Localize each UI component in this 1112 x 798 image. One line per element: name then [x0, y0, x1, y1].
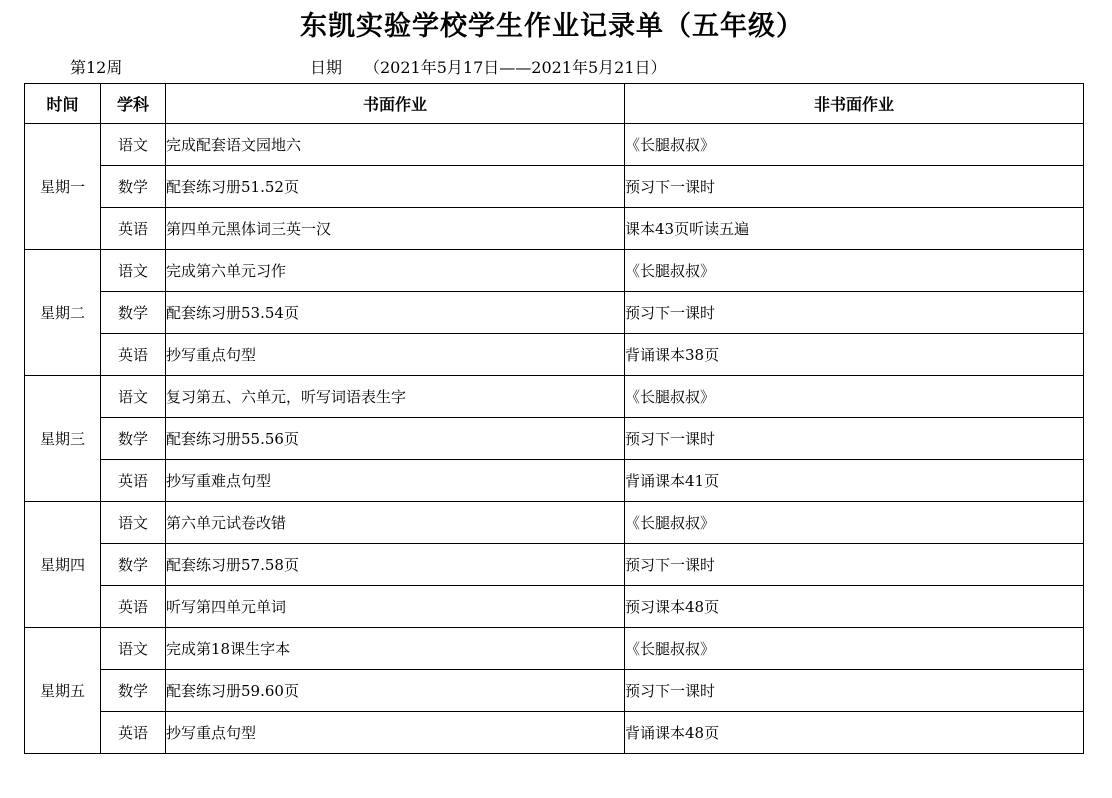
nonwritten-cell: 预习下一课时 [625, 166, 1084, 208]
nonwritten-cell: 预习下一课时 [625, 544, 1084, 586]
table-row [25, 544, 1084, 586]
written-cell: 配套练习册51.52页 [166, 166, 625, 208]
nonwritten-cell: 《长腿叔叔》 [625, 124, 1084, 166]
table-row [25, 712, 1084, 754]
subject-cell: 语文 [101, 502, 166, 544]
written-cell: 完成第六单元习作 [166, 250, 625, 292]
subject-cell: 数学 [101, 292, 166, 334]
subject-cell: 语文 [101, 628, 166, 670]
day-cell: 星期一 [25, 124, 101, 250]
subject-cell: 英语 [101, 586, 166, 628]
header-row [25, 84, 1084, 124]
table-row [25, 460, 1084, 502]
date-range: （2021年5月17日——2021年5月21日） [364, 58, 667, 77]
nonwritten-cell: 《长腿叔叔》 [625, 502, 1084, 544]
subject-cell: 数学 [101, 418, 166, 460]
subject-cell: 英语 [101, 334, 166, 376]
written-cell: 第六单元试卷改错 [166, 502, 625, 544]
table-row [25, 208, 1084, 250]
homework-table [24, 83, 1084, 754]
nonwritten-cell: 预习下一课时 [625, 418, 1084, 460]
table-row [25, 418, 1084, 460]
written-cell: 第四单元黑体词三英一汉 [166, 208, 625, 250]
written-cell: 抄写重点句型 [166, 712, 625, 754]
nonwritten-cell: 课本43页听读五遍 [625, 208, 1084, 250]
page-title: 东凯实验学校学生作业记录单（五年级） [300, 11, 804, 42]
nonwritten-cell: 《长腿叔叔》 [625, 628, 1084, 670]
table-row [25, 124, 1084, 166]
subject-cell: 语文 [101, 250, 166, 292]
written-cell: 抄写重点句型 [166, 334, 625, 376]
written-cell: 完成第18课生字本 [166, 628, 625, 670]
day-cell: 星期五 [25, 628, 101, 754]
written-cell: 听写第四单元单词 [166, 586, 625, 628]
header-written: 书面作业 [166, 84, 625, 124]
written-cell: 完成配套语文园地六 [166, 124, 625, 166]
header-time: 时间 [25, 84, 101, 124]
table-row [25, 376, 1084, 418]
subject-cell: 数学 [101, 166, 166, 208]
table-row [25, 250, 1084, 292]
written-cell: 抄写重难点句型 [166, 460, 625, 502]
subject-cell: 英语 [101, 712, 166, 754]
day-cell: 星期四 [25, 502, 101, 628]
subject-cell: 数学 [101, 670, 166, 712]
date-label: 日期 [310, 58, 343, 77]
subject-cell: 英语 [101, 208, 166, 250]
table-row [25, 292, 1084, 334]
table-row [25, 670, 1084, 712]
day-cell: 星期三 [25, 376, 101, 502]
table-row [25, 502, 1084, 544]
nonwritten-cell: 预习课本48页 [625, 586, 1084, 628]
written-cell: 配套练习册55.56页 [166, 418, 625, 460]
nonwritten-cell: 背诵课本41页 [625, 460, 1084, 502]
written-cell: 配套练习册57.58页 [166, 544, 625, 586]
header-subject: 学科 [101, 84, 166, 124]
written-cell: 复习第五、六单元，听写词语表生字 [166, 376, 625, 418]
table-row [25, 166, 1084, 208]
nonwritten-cell: 《长腿叔叔》 [625, 250, 1084, 292]
subject-cell: 英语 [101, 460, 166, 502]
nonwritten-cell: 《长腿叔叔》 [625, 376, 1084, 418]
subject-cell: 语文 [101, 376, 166, 418]
day-cell: 星期二 [25, 250, 101, 376]
table-row [25, 334, 1084, 376]
subject-cell: 数学 [101, 544, 166, 586]
written-cell: 配套练习册59.60页 [166, 670, 625, 712]
header-nonwritten: 非书面作业 [625, 84, 1084, 124]
table-row [25, 628, 1084, 670]
written-cell: 配套练习册53.54页 [166, 292, 625, 334]
nonwritten-cell: 背诵课本48页 [625, 712, 1084, 754]
nonwritten-cell: 预习下一课时 [625, 292, 1084, 334]
nonwritten-cell: 背诵课本38页 [625, 334, 1084, 376]
week-label: 第12周 [70, 58, 123, 77]
nonwritten-cell: 预习下一课时 [625, 670, 1084, 712]
subject-cell: 语文 [101, 124, 166, 166]
table-row [25, 586, 1084, 628]
